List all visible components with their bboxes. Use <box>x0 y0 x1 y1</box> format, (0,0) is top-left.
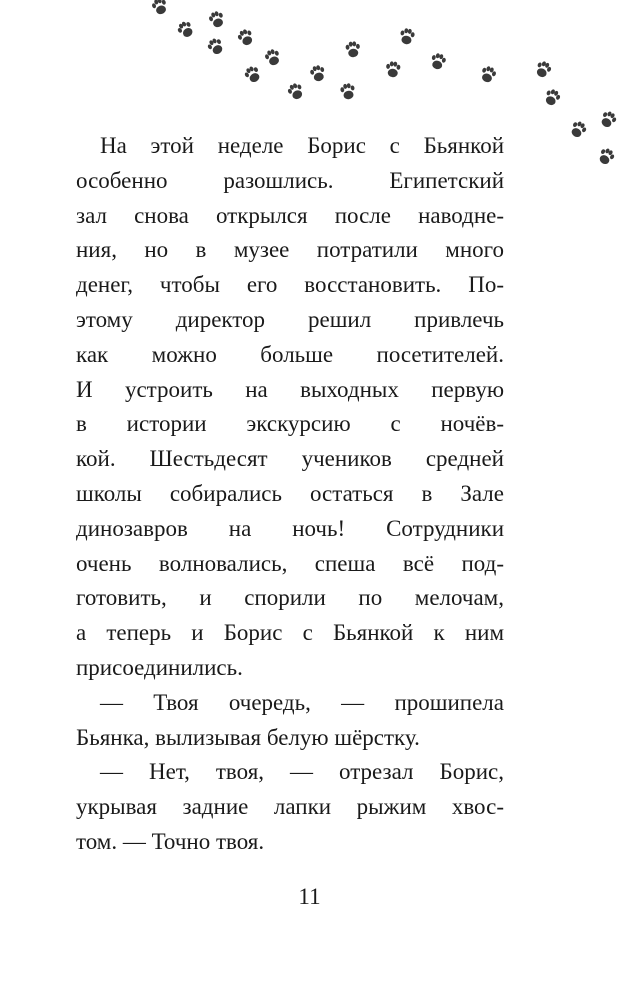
paw-print-icon <box>385 61 401 78</box>
paw-print-icon <box>309 64 327 83</box>
paw-print-icon <box>243 64 263 85</box>
text-line: готовить, и спорили по мелочам, <box>76 585 504 611</box>
text-line: денег, чтобы его восстановить. По- <box>76 272 504 298</box>
text-line: И устроить на выходных первую <box>76 376 504 402</box>
text-line: присоединились. <box>76 654 243 680</box>
paw-print-icon <box>568 119 588 140</box>
paw-print-icon <box>150 0 169 16</box>
text-line: — Нет, твоя, — отрезал Борис, <box>100 759 504 785</box>
paw-print-icon <box>598 109 618 130</box>
text-line: а теперь и Борис с Бьянкой к ним <box>76 620 504 646</box>
text-line: На этой неделе Борис с Бьянкой <box>100 133 504 158</box>
paw-print-icon <box>534 59 554 79</box>
text-line: как можно больше посетителей. <box>76 341 504 367</box>
text-line: ния, но в музее потратили много <box>76 237 504 263</box>
paw-print-icon <box>236 27 256 47</box>
text-line: очень волновались, спеша всё под- <box>76 550 504 576</box>
paw-print-icon <box>345 41 361 58</box>
page-number: 11 <box>298 884 321 909</box>
text-line: Бьянка, вылизывая белую шёрстку. <box>76 724 420 750</box>
paw-print-icon <box>175 19 196 40</box>
paw-print-icon <box>429 52 447 71</box>
paw-print-icon <box>340 82 357 100</box>
text-line: том. — Точно твоя. <box>76 828 265 854</box>
paw-print-icon <box>543 87 563 107</box>
body-text <box>76 129 504 860</box>
paw-print-icon <box>263 48 282 68</box>
paw-print-icon <box>286 81 306 101</box>
text-line: кой. Шестьдесят учеников средней <box>76 446 504 472</box>
text-line: этому директор решил привлечь <box>76 306 504 332</box>
paw-print-icon <box>399 27 416 45</box>
text-line: особенно разошлись. Египетский <box>76 167 504 193</box>
paw-print-icon <box>479 65 498 85</box>
text-line: — Твоя очередь, — прошипела <box>100 689 504 715</box>
text-line: зал снова открылся после наводне- <box>76 202 504 228</box>
paw-print-icon <box>596 146 616 167</box>
text-line: школы собирались остаться в Зале <box>76 480 504 506</box>
text-line: в истории экскурсию с ночёв- <box>76 411 504 437</box>
paw-print-icon <box>207 10 226 30</box>
text-line: динозавров на ночь! Сотрудники <box>76 515 504 541</box>
text-line: укрывая задние лапки рыжим хвос- <box>76 794 504 820</box>
paw-print-icon <box>206 36 226 57</box>
